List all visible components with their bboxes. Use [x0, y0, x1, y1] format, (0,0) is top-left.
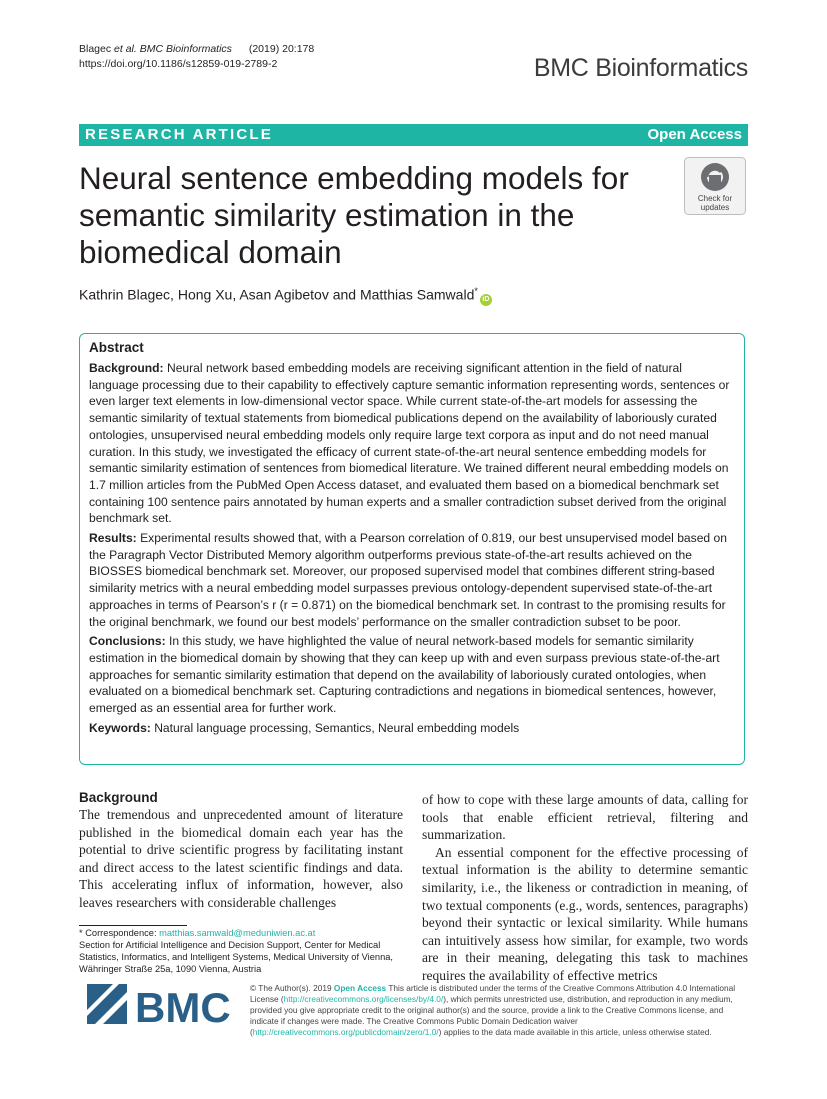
license-url-cc0[interactable]: http://creativecommons.org/publicdomain/zero/1.0/ — [252, 1027, 439, 1037]
corresponding-marker: * — [474, 286, 478, 296]
license-url-cc-by[interactable]: http://creativecommons.org/licenses/by/4.0/ — [283, 994, 444, 1004]
check-updates-icon — [684, 157, 746, 215]
header-journal: BMC Bioinformatics — [139, 43, 232, 55]
author-list — [79, 286, 492, 306]
affiliation: Section for Artificial Intelligence and Decision Support, Center for Medical Statistics, Informatics, and Intelligent Systems, Medical University of Vienna, Währinger Straße 25a, 1090 Vienna, Austria — [79, 940, 393, 974]
badge-line1: Check for — [697, 194, 733, 203]
running-header — [79, 42, 314, 72]
abstract-conclusions: Conclusions: In this study, we have highlighted the value of neural network-based models for semantic similarity estimation in the biomedical domain by showing that they can keep up with and even surpass previous state-of-the-art approaches for semantic similarity estimation that depend on the availability of laboriously curated ontologies, when evaluated on a biomedical benchmark set. Capturing contradictions and negations in biomedical sentences, however, emerged as an essential area for further work. — [89, 634, 720, 716]
abstract-box — [79, 333, 745, 765]
body-paragraph-2: of how to cope with these large amounts of data, calling for tools that enable efficient retrieval, filtering and summarization. — [422, 792, 748, 843]
correspondence-email[interactable]: matthias.samwald@meduniwien.ac.at — [159, 928, 316, 938]
abstract-results: Results: Experimental results showed that, with a Pearson correlation of 0.819, our best unsupervised model based on the Paragraph Vector Distributed Memory algorithm outperforms previous state-of-the-art results achieved on the BIOSSES biomedical benchmark set. Moreover, our proposed supervised model that combines different string-based similarity metrics with a neural embedding model surpasses previous ontology-dependent supervised state-of-the-art approaches in terms of Pearson’s r (r = 0.871) on the biomedical benchmark set. In contrast to the promising results for the original benchmark, we found our best models’ performance on the smaller contradiction subset to be poor. — [89, 531, 727, 629]
license-text: © The Author(s). 2019 Open Access This article is distributed under the terms of the Creative Commons Attribution 4.0 International License (http://creativecommons.org/licenses/by/4.0/), which permits unrestricted use, distribution, and reproduction in any medium, provided you give appropriate credit to the original author(s) and the source, provide a link to the Creative Commons license, and indicate if changes were made. The Creative Commons Public Domain Dedication waiver (http://creativecommons.org/publicdomain/zero/1.0/) applies to the data made available in this article, unless otherwise stated. — [250, 983, 736, 1037]
header-doi[interactable]: https://doi.org/10.1186/s12859-019-2789-2 — [79, 58, 278, 70]
badge-line2: updates — [700, 203, 730, 212]
article-type-label: RESEARCH ARTICLE — [85, 126, 273, 143]
article-type-band — [79, 124, 748, 146]
header-year-volume: (2019) 20:178 — [248, 43, 315, 55]
orcid-icon[interactable]: iD — [480, 294, 492, 306]
header-et-al: et al. — [114, 43, 137, 55]
abstract-keywords: Keywords: Natural language processing, Semantics, Neural embedding models — [89, 720, 520, 735]
footnote-rule — [79, 925, 187, 926]
bmc-logo-icon — [83, 978, 233, 1038]
article-title: Neural sentence embedding models for semantic similarity estimation in the biomedical domain — [79, 160, 629, 270]
body-paragraph-1: The tremendous and unprecedented amount of literature published in the biomedical domain each year has the potential to drive scientific progress by facilitating instant and direct access to the latest scientific findings and data. This accelerating influx of information, however, also leaves researchers with considerable challenges — [79, 807, 403, 910]
header-authors: Blagec — [79, 43, 112, 55]
correspondence-label: * Correspondence: — [79, 928, 160, 938]
bmc-logo-text: BMC — [135, 984, 231, 1031]
background-heading: Background — [79, 790, 158, 805]
bmc-logo — [83, 978, 233, 1038]
journal-name: BMC Bioinformatics — [533, 54, 748, 82]
body-column-right — [422, 791, 748, 985]
license-open-access: Open Access — [333, 983, 387, 993]
footnote — [79, 927, 409, 975]
body-column-left — [79, 789, 403, 912]
abstract-heading: Abstract — [89, 340, 144, 355]
open-access-label: Open Access — [647, 126, 742, 143]
check-for-updates-badge[interactable] — [684, 157, 746, 215]
author-names: Kathrin Blagec, Hong Xu, Asan Agibetov and Matthias Samwald — [79, 286, 475, 303]
abstract-background: Background: Neural network based embedding models are receiving significant attention in the field of natural language processing due to their capability to effectively capture semantic information representing words, sentences or even larger text elements in low-dimensional vector space. While current state-of-the-art models for assessing the semantic similarity of textual statements from biomedical publications depend on the availability of laboriously curated ontologies, unsupervised neural embedding models only require large text corpora as input and do not need manual curation. In this study, we investigated the efficacy of current state-of-the-art neural sentence embedding models for semantic similarity estimation of sentences from biomedical literature. We trained different neural embedding models on 1.7 million articles from the PubMed Open Access dataset, and evaluated them based on a biomedical benchmark set containing 100 sentence pairs annotated by human experts and a smaller contradiction subset derived from the original benchmark set. — [89, 361, 730, 526]
body-paragraph-3: An essential component for the effective processing of textual information is the ability to determine semantic similarity, i.e., the likeness or contradiction in meaning, of two textual components (e.g., words, sentences, paragraphs) beyond their syntactic or lexical similarity. While humans can intuitively assess how similar, for example, two words are in their meaning, delegating this task to machines requires the availability of effective metrics — [422, 844, 748, 983]
